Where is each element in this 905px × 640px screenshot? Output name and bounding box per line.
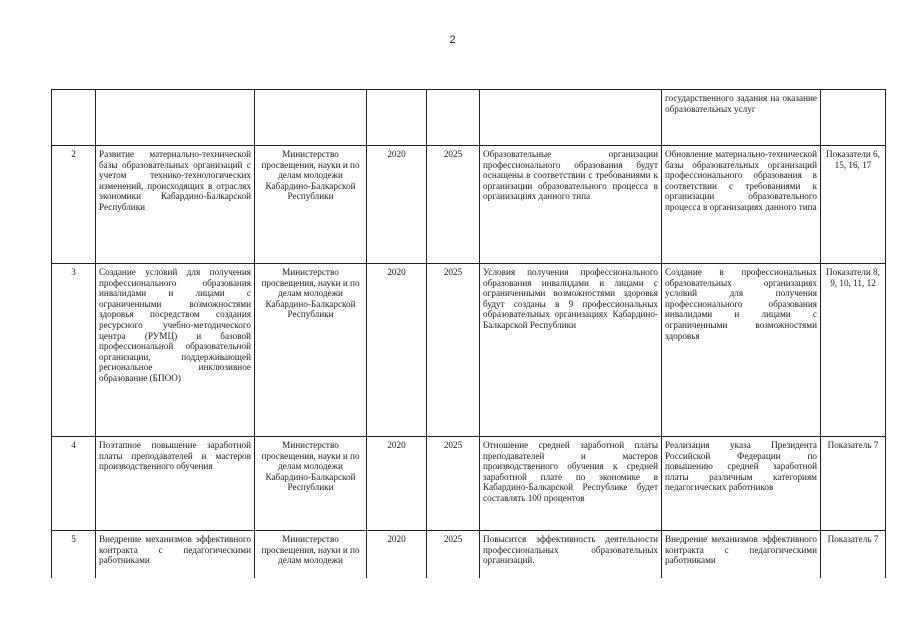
cell-measure: Поэтапное повышение заработной платы преподавателей и мастеров производственного обучения (96, 437, 255, 531)
cell-end (427, 531, 480, 579)
cell-content: Обновление материально-технической базы образовательных организаций профессионального образования в соответствии с требованиями к организации образовательного процесса в организациях данного типа (662, 146, 821, 264)
cell-executor: Министерство просвещения, науки и по делам молодежи Кабардино-Балкарской Республики (255, 437, 367, 531)
cell-num (52, 531, 96, 579)
cell-end: 2025 (427, 264, 480, 437)
table-row (52, 531, 886, 579)
cell-executor: Министерство просвещения, науки и по делам молодежи Кабардино-Балкарской Республики (255, 146, 367, 264)
cell-expected-text: Повысится эффективность деятельности профессиональных образовательных организаций. (483, 534, 658, 566)
cell-indicators: Показатели 8, 9, 10, 11, 12 (821, 264, 886, 437)
cell-expected (480, 531, 662, 579)
cell-executor (255, 90, 367, 146)
table-row (52, 264, 886, 437)
cell-measure (96, 90, 255, 146)
program-measures-table (51, 89, 886, 578)
cell-num: 3 (52, 264, 96, 437)
cell-content: государственного задания на оказание образовательных услуг (662, 90, 821, 146)
cell-num-text: 5 (71, 534, 76, 544)
cell-end (427, 90, 480, 146)
cell-indicators-text: Показатель 7 (827, 534, 879, 544)
cell-indicators: Показатель 7 (821, 437, 886, 531)
cell-executor: Министерство просвещения, науки и по делам молодежи Кабардино-Балкарской Республики (255, 264, 367, 437)
cell-content: Создание в профессиональных образовательных организациях условий для получения профессионального образования инвалидами и лицами с ограниченными возможностями здоровья (662, 264, 821, 437)
table-row-continuation (52, 90, 886, 146)
cell-measure (96, 531, 255, 579)
cell-start (367, 531, 427, 579)
cell-content: Реализация указа Президента Российской Федерации по повышению средней заработной платы различным категориям педагогических работников (662, 437, 821, 531)
page-number: 2 (449, 34, 456, 46)
table-row (52, 437, 886, 531)
cell-measure: Создание условий для получения профессионального образования инвалидами и лицами с ограниченными возможностями здоровья посредством создания ресурсного учебно-методического центра (РУМЦ) и базовой профессиональной образовательной организации, поддерживающей региональное инклюзивное образование (БПОО) (96, 264, 255, 437)
cell-indicators (821, 531, 886, 579)
cell-content (662, 531, 821, 579)
cell-num (52, 90, 96, 146)
cell-num: 4 (52, 437, 96, 531)
cell-start: 2020 (367, 264, 427, 437)
cell-measure: Развитие материально-технической базы образовательных организаций с учетом технико-технологических изменений, происходящих в отраслях экономики Кабардино-Балкарской Республики (96, 146, 255, 264)
cell-end: 2025 (427, 146, 480, 264)
table-row (52, 146, 886, 264)
cell-start (367, 90, 427, 146)
cell-content-text: Внедрение механизмов эффективного контракта с педагогическими работниками (665, 534, 817, 566)
cell-num: 2 (52, 146, 96, 264)
cell-end: 2025 (427, 437, 480, 531)
cell-expected: Условия получения профессионального образования инвалидами и лицами с ограниченными возможностями здоровья будут созданы в 9 профессиональных образовательных организациях Кабардино-Балкарской Республики (480, 264, 662, 437)
cell-measure-text: Внедрение механизмов эффективного контракта с педагогическими работниками (99, 534, 251, 566)
cell-executor-text: Министерство просвещения, науки и по делам молодежи (261, 534, 360, 566)
cell-end-text: 2025 (443, 534, 463, 544)
cell-start: 2020 (367, 146, 427, 264)
cell-start-text: 2020 (387, 534, 406, 544)
cell-expected (480, 90, 662, 146)
cell-start: 2020 (367, 437, 427, 531)
cell-executor (255, 531, 367, 579)
cell-indicators (821, 90, 886, 146)
cell-expected: Отношение средней заработной платы преподавателей и мастеров производственного обучения к средней заработной плате по экономике в Кабардино-Балкарской Республике будет составлять 100 процентов (480, 437, 662, 531)
cell-expected: Образовательные организации профессионального образования будут оснащены в соответствии с требованиями к организации образовательного процесса в организациях данного типа (480, 146, 662, 264)
cell-indicators: Показатели 6, 15, 16, 17 (821, 146, 886, 264)
